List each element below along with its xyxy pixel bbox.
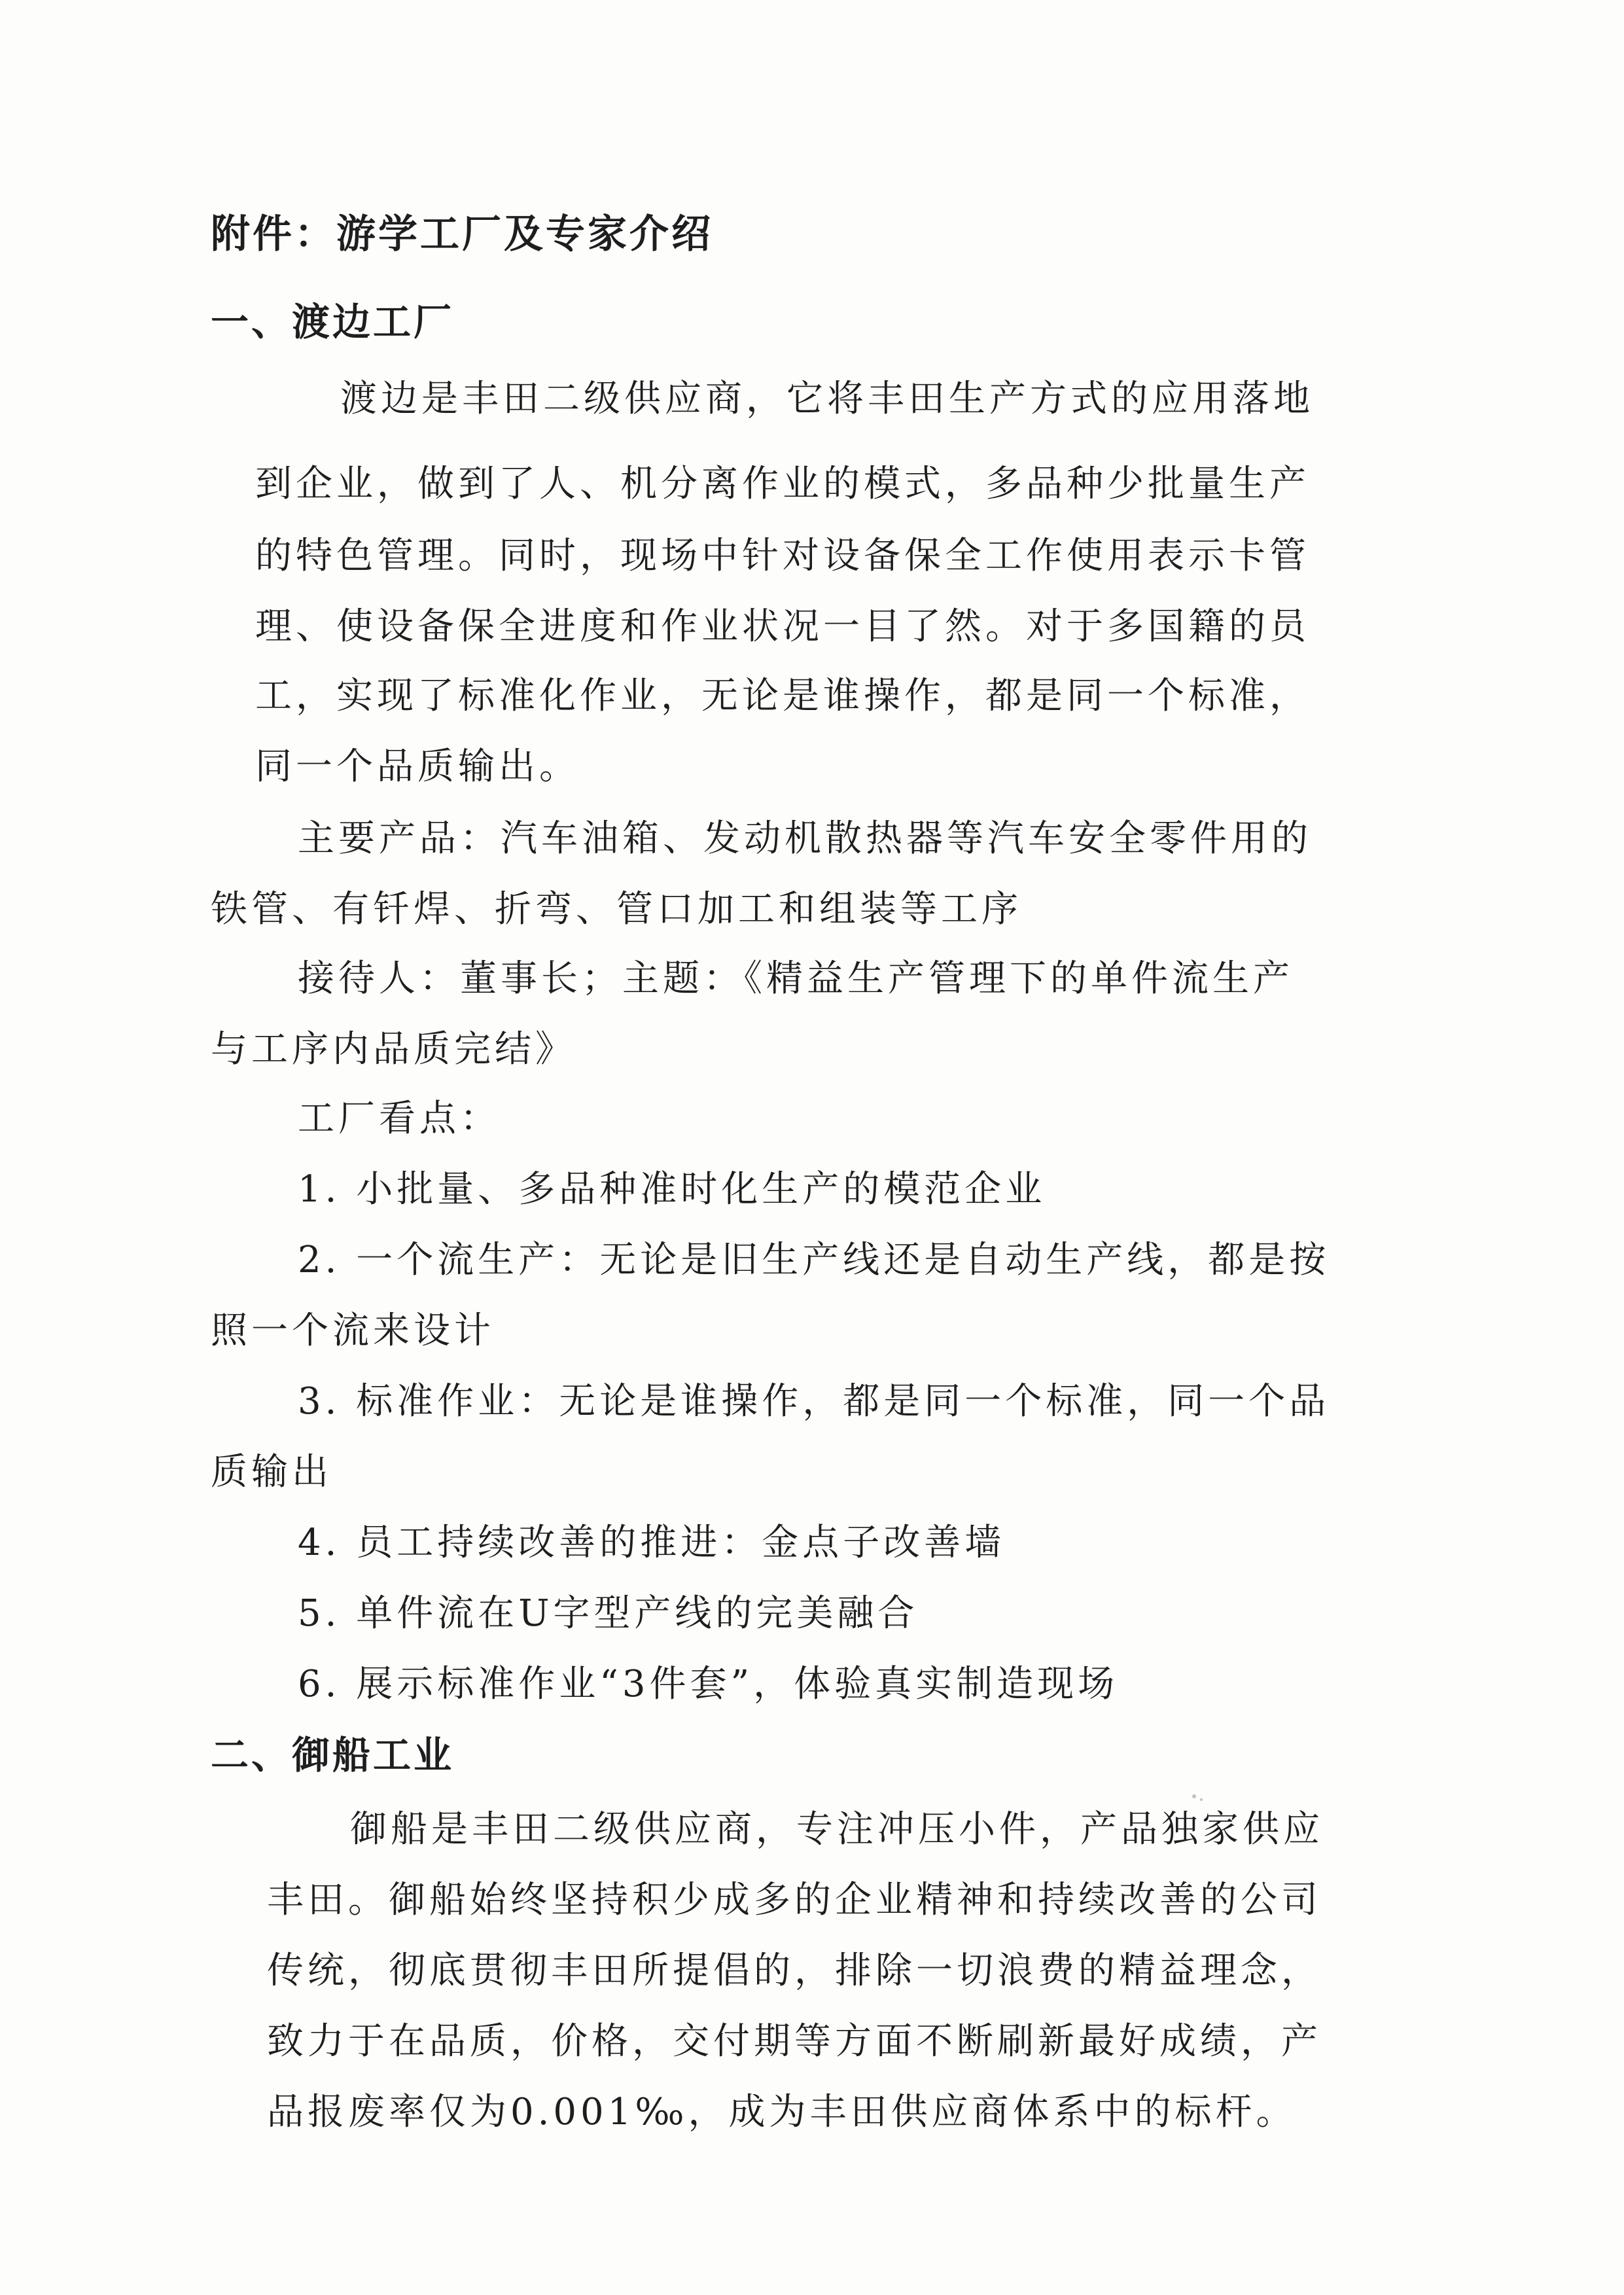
paragraph-line: 主要产品：汽车油箱、发动机散热器等汽车安全零件用的	[298, 817, 1312, 860]
list-item: 2. 一个流生产：无论是旧生产线还是自动生产线，都是按	[298, 1239, 1330, 1281]
paragraph-line: 与工序内品质完结》	[211, 1028, 576, 1071]
paragraph-line: 品报废率仅为0.001‰，成为丰田供应商体系中的标杆。	[267, 2091, 1297, 2133]
paragraph-line: 致力于在品质，价格，交付期等方面不断刷新最好成绩，产	[267, 2020, 1322, 2063]
list-item: 5. 单件流在U字型产线的完美融合	[298, 1592, 919, 1635]
list-item-continuation: 照一个流来设计	[211, 1309, 495, 1352]
paragraph-line: 接待人：董事长；主题：《精益生产管理下的单件流生产	[298, 957, 1294, 1000]
paragraph-line: 到企业，做到了人、机分离作业的模式，多品种少批量生产	[255, 463, 1310, 505]
paragraph-line: 工，实现了标准化作业，无论是谁操作，都是同一个标准，	[255, 675, 1310, 717]
paragraph-line: 渡边是丰田二级供应商，它将丰田生产方式的应用落地	[340, 378, 1314, 420]
paragraph-line: 同一个品质输出。	[255, 745, 580, 788]
document-title: 附件：游学工厂及专家介绍	[211, 211, 713, 257]
paragraph-line: 铁管、有钎焊、折弯、管口加工和组装等工序	[211, 888, 1022, 931]
scan-speck	[1192, 1794, 1196, 1798]
section-heading: 二、御船工业	[211, 1733, 455, 1777]
list-item: 3. 标准作业：无论是谁操作，都是同一个标准，同一个品	[298, 1380, 1330, 1423]
paragraph-line: 传统，彻底贯彻丰田所提倡的，排除一切浪费的精益理念，	[267, 1949, 1322, 1992]
section-heading: 一、渡边工厂	[211, 300, 455, 344]
paragraph-line: 御船是丰田二级供应商，专注冲压小件，产品独家供应	[350, 1808, 1324, 1851]
paragraph-line: 丰田。御船始终坚持积少成多的企业精神和持续改善的公司	[267, 1879, 1322, 1921]
paragraph-line: 的特色管理。同时，现场中针对设备保全工作使用表示卡管	[255, 535, 1310, 577]
list-item: 6. 展示标准作业“3件套”，体验真实制造现场	[298, 1663, 1119, 1705]
list-item-continuation: 质输出	[211, 1451, 332, 1493]
list-item: 4. 员工持续改善的推进：金点子改善墙	[298, 1521, 1006, 1564]
list-item: 1. 小批量、多品种准时化生产的模范企业	[298, 1168, 1046, 1211]
paragraph-line: 理、使设备保全进度和作业状况一目了然。对于多国籍的员	[255, 605, 1310, 648]
highlights-label: 工厂看点：	[298, 1097, 501, 1140]
scan-speck	[1200, 1798, 1203, 1801]
